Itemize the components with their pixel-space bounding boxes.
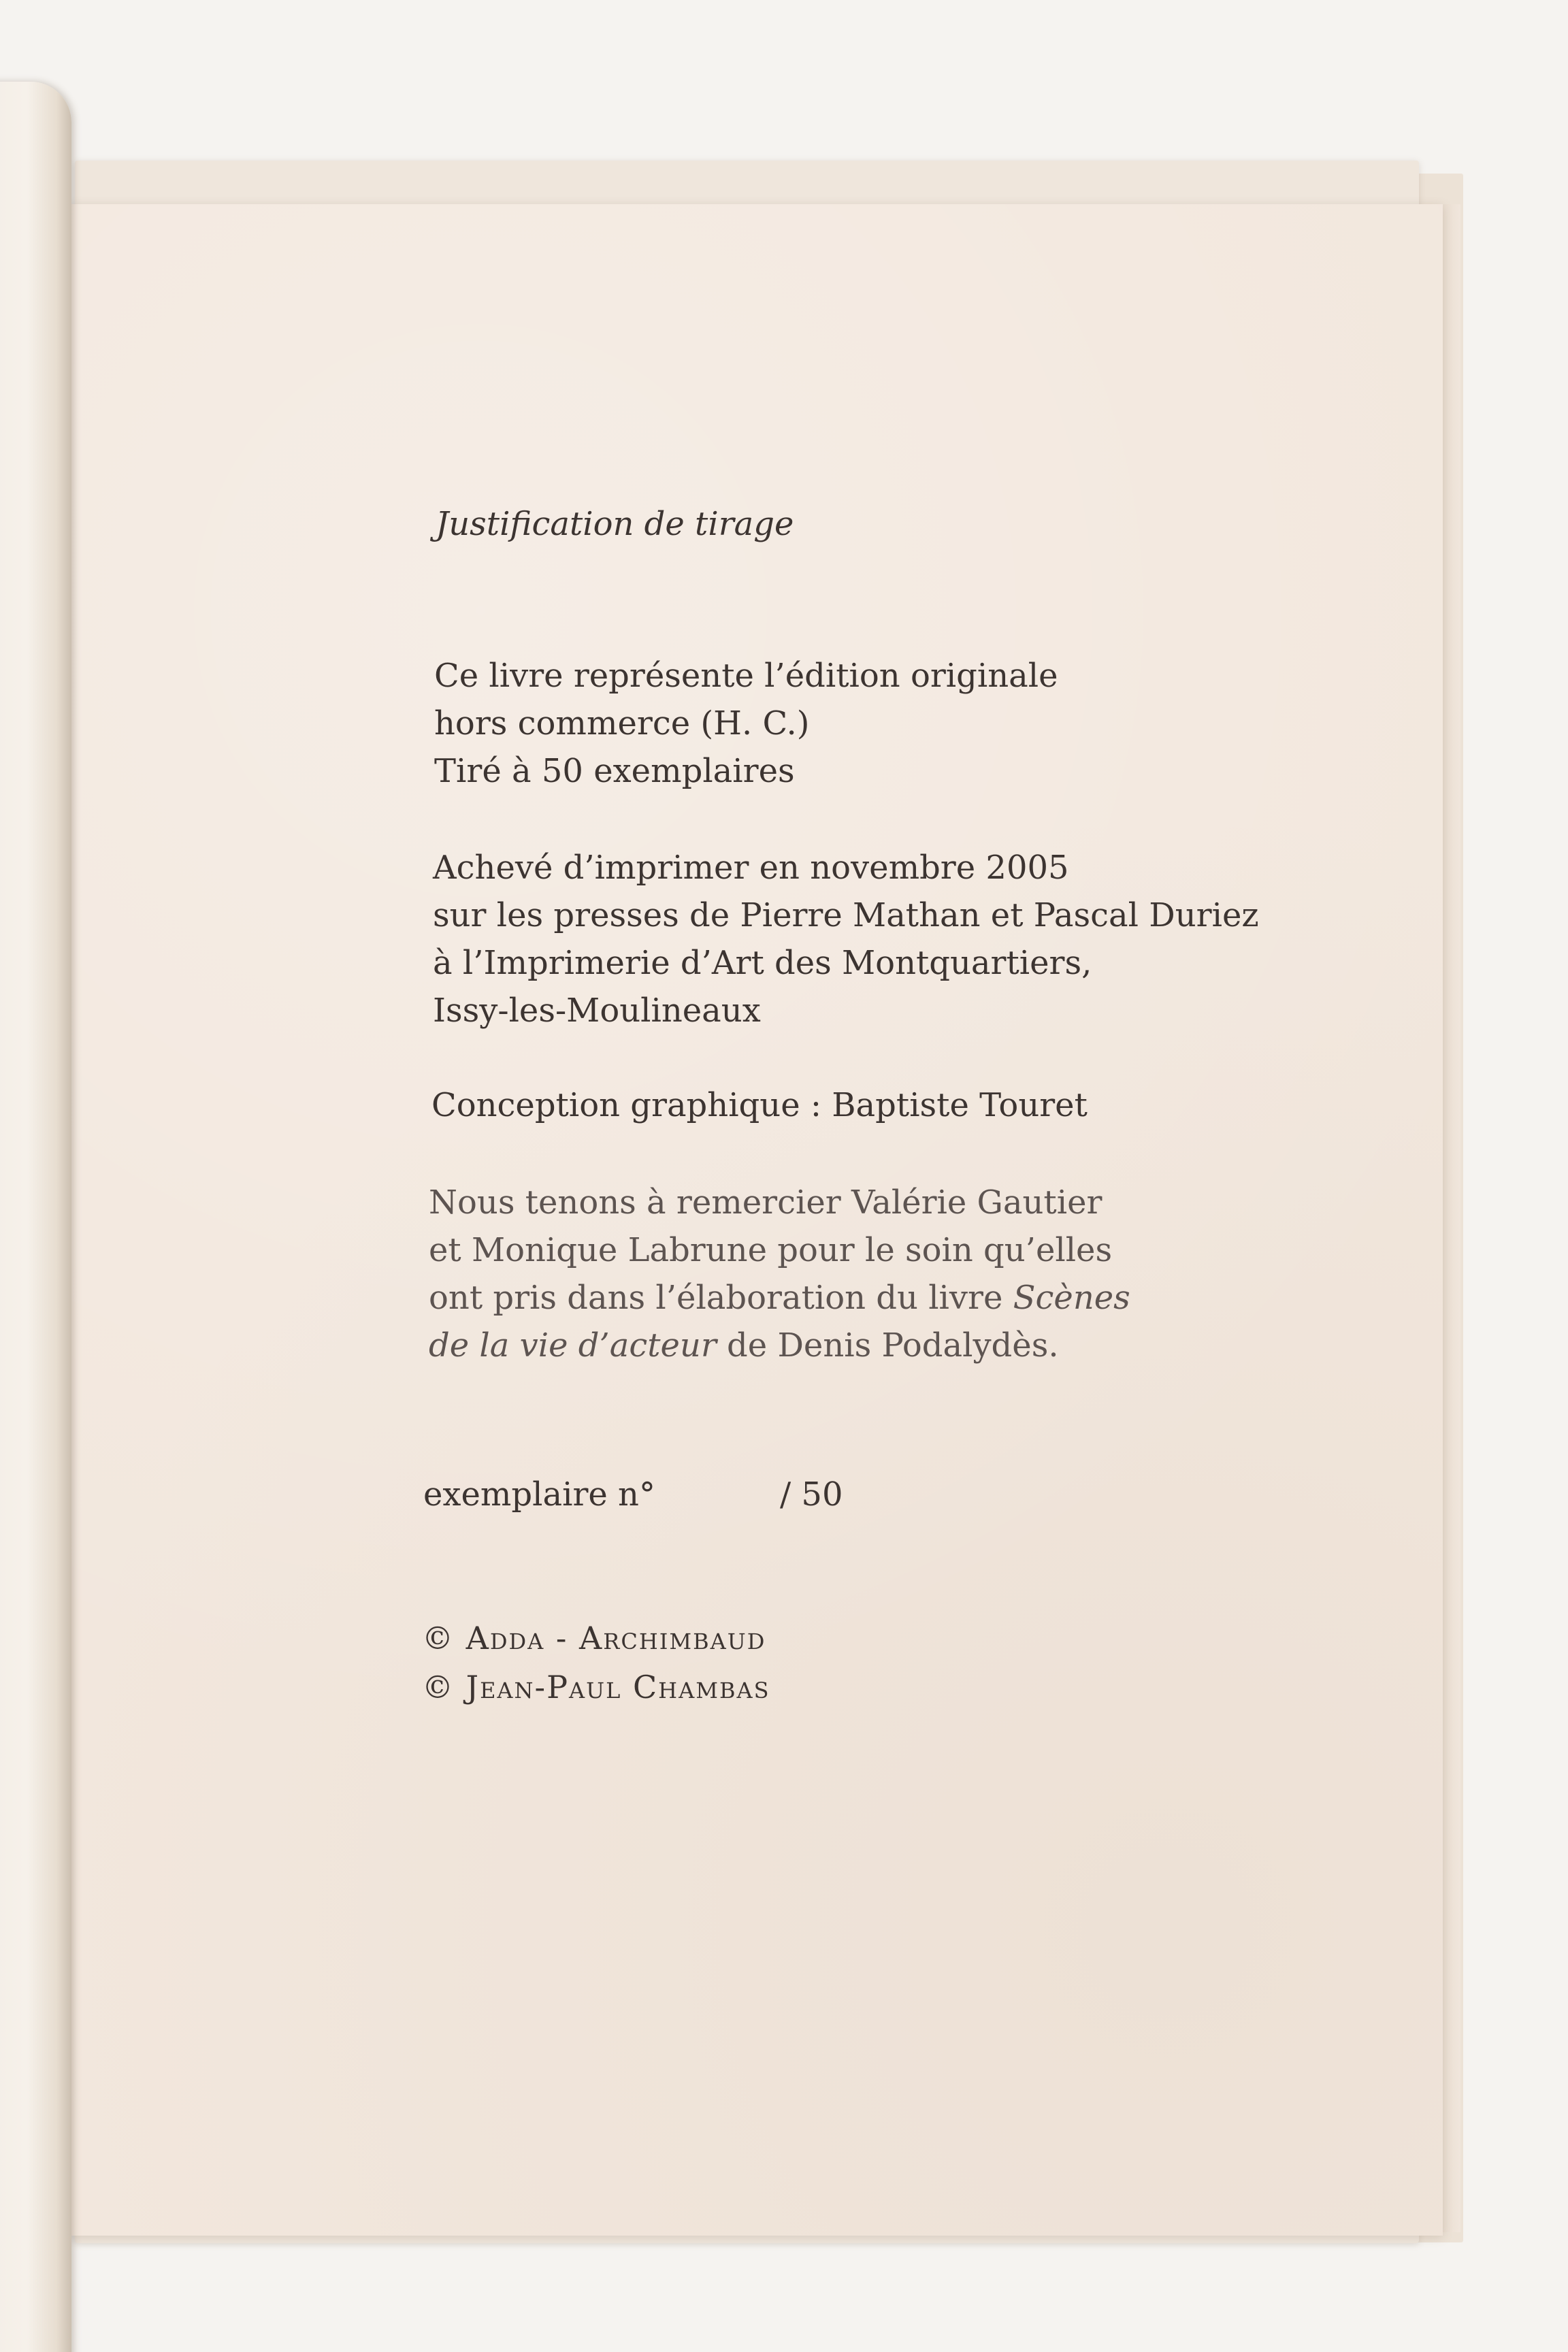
copy-number-label: exemplaire n° xyxy=(423,1475,655,1514)
left-page-curl xyxy=(0,82,71,2352)
printing-line: Achevé d’imprimer en novembre 2005 xyxy=(433,849,1069,887)
thanks-block xyxy=(429,1179,1130,1369)
thanks-line xyxy=(429,1322,1130,1369)
book-title-part: de la vie d’acteur xyxy=(429,1326,717,1365)
copyright-line: © Adda - Archimbaud xyxy=(422,1620,766,1656)
edition-line: Ce livre représente l’édition originale xyxy=(434,657,1058,695)
thanks-line: Nous tenons à remercier Valérie Gautier xyxy=(429,1183,1102,1222)
thanks-line: et Monique Labrune pour le soin qu’elles xyxy=(429,1231,1113,1269)
page-heading: Justification de tirage xyxy=(436,505,794,543)
thanks-text: ont pris dans l’élaboration du livre xyxy=(429,1279,1013,1317)
page-edge xyxy=(1441,204,1460,2232)
printing-line: Issy-les-Moulineaux xyxy=(433,992,761,1030)
book-title-part: Scènes xyxy=(1013,1279,1130,1317)
printing-line: sur les presses de Pierre Mathan et Pascal Duriez xyxy=(433,896,1259,934)
edition-line: Tiré à 50 exemplaires xyxy=(434,752,795,790)
thanks-text: de Denis Podalydès. xyxy=(716,1326,1059,1365)
copyright-line: © Jean-Paul Chambas xyxy=(422,1669,770,1705)
printing-line: à l’Imprimerie d’Art des Montquartiers, xyxy=(433,944,1092,982)
edition-block xyxy=(434,652,1058,795)
edition-line: hors commerce (H. C.) xyxy=(434,704,810,742)
printing-block xyxy=(433,844,1259,1034)
thanks-line xyxy=(429,1274,1130,1322)
design-credit: Conception graphique : Baptiste Touret xyxy=(431,1086,1088,1124)
copy-number-total: / 50 xyxy=(780,1475,843,1514)
